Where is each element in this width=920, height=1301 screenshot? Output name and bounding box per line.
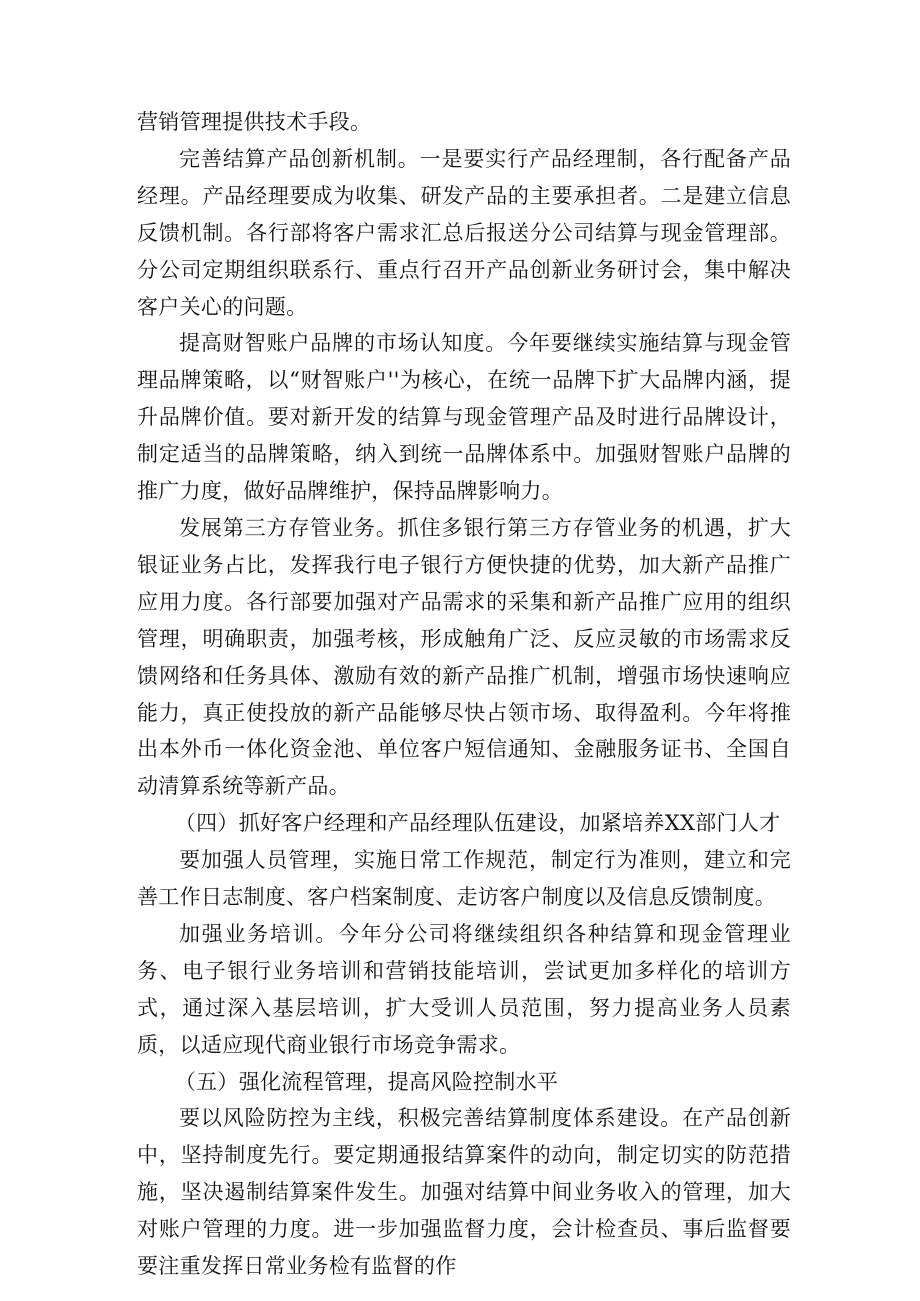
paragraph-brand-awareness: 提高财智账户品牌的市场认知度。今年要继续实施结算与现金管理品牌策略，以“财智账户''为核心，在统一品牌下扩大品牌内涵，提升品牌价值。要对新开发的结算与现金管理产品及时进行品牌设计，制定适当的品牌策略，纳入到统一品牌体系中。加强财智账户品牌的推广力度，做好品牌维护，保持品牌影响力。: [137, 331, 791, 504]
paragraph-staff-management: 要加强人员管理，实施日常工作规范，制定行为准则，建立和完善工作日志制度、客户档案制度、走访客户制度以及信息反馈制度。: [137, 848, 791, 910]
document-body: [137, 104, 791, 1285]
paragraph-product-innovation: 完善结算产品创新机制。一是要实行产品经理制，各行配备产品经理。产品经理要成为收集、研发产品的主要承担者。二是建立信息反馈机制。各行部将客户需求汇总后报送分公司结算与现金管理部。分公司定期组织联系行、重点行召开产品创新业务研讨会，集中解决客户关心的问题。: [137, 146, 791, 319]
section-heading-five: （五）强化流程管理，提高风险控制水平: [174, 1069, 559, 1094]
paragraph-continuation: 营销管理提供技术手段。: [137, 110, 372, 134]
section-heading-four: （四）抓好客户经理和产品经理队伍建设，加紧培养XX部门人才: [174, 811, 781, 836]
paragraph-risk-control: 要以风险防控为主线，积极完善结算制度体系建设。在产品创新中，坚持制度先行。要定期通报结算案件的动向，制定切实的防范措施，坚决遏制结算案件发生。加强对结算中间业务收入的管理，加大对账户管理的力度。进一步加强监督力度，会计检查员、事后监督要要注重发挥日常业务检有监督的作: [137, 1106, 791, 1279]
paragraph-training: 加强业务培训。今年分公司将继续组织各种结算和现金管理业务、电子银行业务培训和营销技能培训，尝试更加多样化的培训方式，通过深入基层培训，扩大受训人员范围，努力提高业务人员素质，以适应现代商业银行市场竞争需求。: [137, 921, 791, 1057]
paragraph-third-party-custody: 发展第三方存管业务。抓住多银行第三方存管业务的机遇，扩大银证业务占比，发挥我行电子银行方便快捷的优势，加大新产品推广应用力度。各行部要加强对产品需求的采集和新产品推广应用的组织管理，明确职责，加强考核，形成触角广泛、反应灵敏的市场需求反馈网络和任务具体、激励有效的新产品推广机制，增强市场快速响应能力，真正使投放的新产品能够尽快占领市场、取得盈利。今年将推出本外币一体化资金池、单位客户短信通知、金融服务证书、全国自动清算系统等新产品。: [137, 515, 791, 799]
